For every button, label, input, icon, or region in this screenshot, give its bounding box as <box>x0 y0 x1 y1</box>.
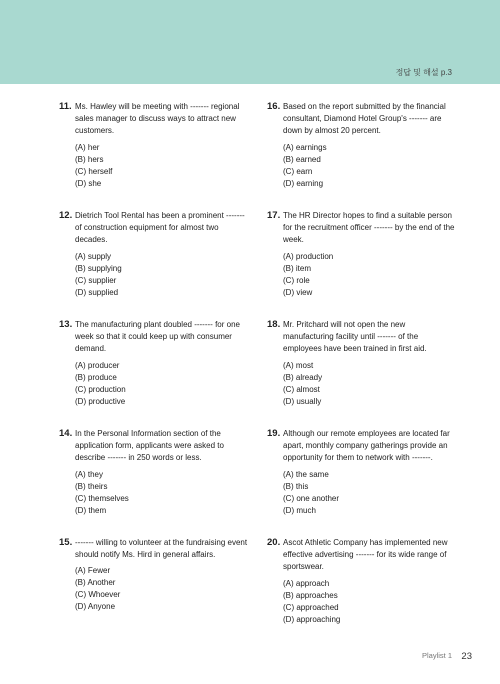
option-c: (C) approached <box>283 602 339 612</box>
option-b: (B) supplying <box>75 263 122 273</box>
question-number: 12. <box>59 210 73 221</box>
question-13 <box>59 319 250 408</box>
option-c: (C) role <box>283 275 310 285</box>
question-18 <box>267 319 458 408</box>
question-number: 19. <box>267 428 281 439</box>
question-12 <box>59 210 250 299</box>
option-b: (B) earned <box>283 154 321 164</box>
option-d: (D) she <box>75 178 102 188</box>
option-b: (B) theirs <box>75 481 108 491</box>
question-number: 15. <box>59 537 73 548</box>
question-stem: In the Personal Information section of the application form, applicants were asked to describe ------- in 250 words or less. <box>75 429 224 463</box>
question-stem: Ms. Hawley will be meeting with ------- regional sales manager to discuss ways to attract new customers. <box>75 102 240 136</box>
question-stem: Although our remote employees are located far apart, monthly company gatherings provide an opportunity for them to network with -------. <box>283 429 450 463</box>
question-stem: Based on the report submitted by the financial consultant, Diamond Hotel Group's ------- are down by almost 20 percent. <box>283 102 446 136</box>
option-d: (D) them <box>75 505 107 515</box>
option-d: (D) usually <box>283 396 322 406</box>
option-a: (A) her <box>75 142 100 152</box>
question-20 <box>267 537 458 626</box>
option-b: (B) hers <box>75 154 104 164</box>
option-d: (D) supplied <box>75 287 119 297</box>
question-number: 17. <box>267 210 281 221</box>
footer-playlist-label: Playlist 1 <box>421 651 452 660</box>
question-number: 14. <box>59 428 73 439</box>
option-a: (A) Fewer <box>75 566 111 576</box>
question-number: 20. <box>267 537 281 548</box>
question-11 <box>59 101 250 190</box>
option-a: (A) supply <box>75 251 112 261</box>
option-b: (B) produce <box>75 372 117 382</box>
option-a: (A) approach <box>283 578 330 588</box>
option-c: (C) production <box>75 384 126 394</box>
answer-reference: 정답 및 해설 p.3 <box>395 68 452 77</box>
question-number: 18. <box>267 319 281 330</box>
option-b: (B) already <box>283 372 323 382</box>
option-c: (C) Whoever <box>75 590 121 600</box>
option-b: (B) item <box>283 263 311 273</box>
option-b: (B) Another <box>75 578 116 588</box>
question-number: 16. <box>267 101 281 112</box>
option-d: (D) approaching <box>283 614 341 624</box>
question-19 <box>267 428 458 517</box>
option-c: (C) one another <box>283 493 340 503</box>
question-16 <box>267 101 458 190</box>
question-stem: Mr. Pritchard will not open the new manufacturing facility until ------- of the employees have been trained in first aid. <box>283 320 427 354</box>
option-c: (C) herself <box>75 166 113 176</box>
option-d: (D) productive <box>75 396 126 406</box>
option-d: (D) Anyone <box>75 602 116 612</box>
option-a: (A) production <box>283 251 334 261</box>
option-d: (D) earning <box>283 178 324 188</box>
page-number: 23 <box>461 651 472 662</box>
option-c: (C) almost <box>283 384 320 394</box>
option-c: (C) earn <box>283 166 313 176</box>
option-a: (A) earnings <box>283 142 327 152</box>
question-stem: The HR Director hopes to find a suitable person for the recruitment officer ------- by the end of the week. <box>283 211 455 245</box>
question-15 <box>59 537 250 613</box>
option-a: (A) the same <box>283 469 329 479</box>
option-b: (B) this <box>283 481 309 491</box>
question-stem: Dietrich Tool Rental has been a prominent ------- of construction equipment for almost two decades. <box>75 211 245 245</box>
question-stem: ------- willing to volunteer at the fundraising event should notify Ms. Hird in general affairs. <box>75 538 248 560</box>
question-14 <box>59 428 250 517</box>
option-a: (A) most <box>283 360 314 370</box>
option-d: (D) view <box>283 287 313 297</box>
option-a: (A) producer <box>75 360 120 370</box>
option-c: (C) supplier <box>75 275 117 285</box>
question-number: 11. <box>59 101 72 112</box>
question-stem: The manufacturing plant doubled ------- for one week so that it could keep up with consumer demand. <box>75 320 240 354</box>
question-stem: Ascot Athletic Company has implemented new effective advertising ------- for its wide range of sportswear. <box>283 538 448 572</box>
option-c: (C) themselves <box>75 493 129 503</box>
question-number: 13. <box>59 319 73 330</box>
option-b: (B) approaches <box>283 590 338 600</box>
option-a: (A) they <box>75 469 104 479</box>
question-17 <box>267 210 458 299</box>
option-d: (D) much <box>283 505 316 515</box>
